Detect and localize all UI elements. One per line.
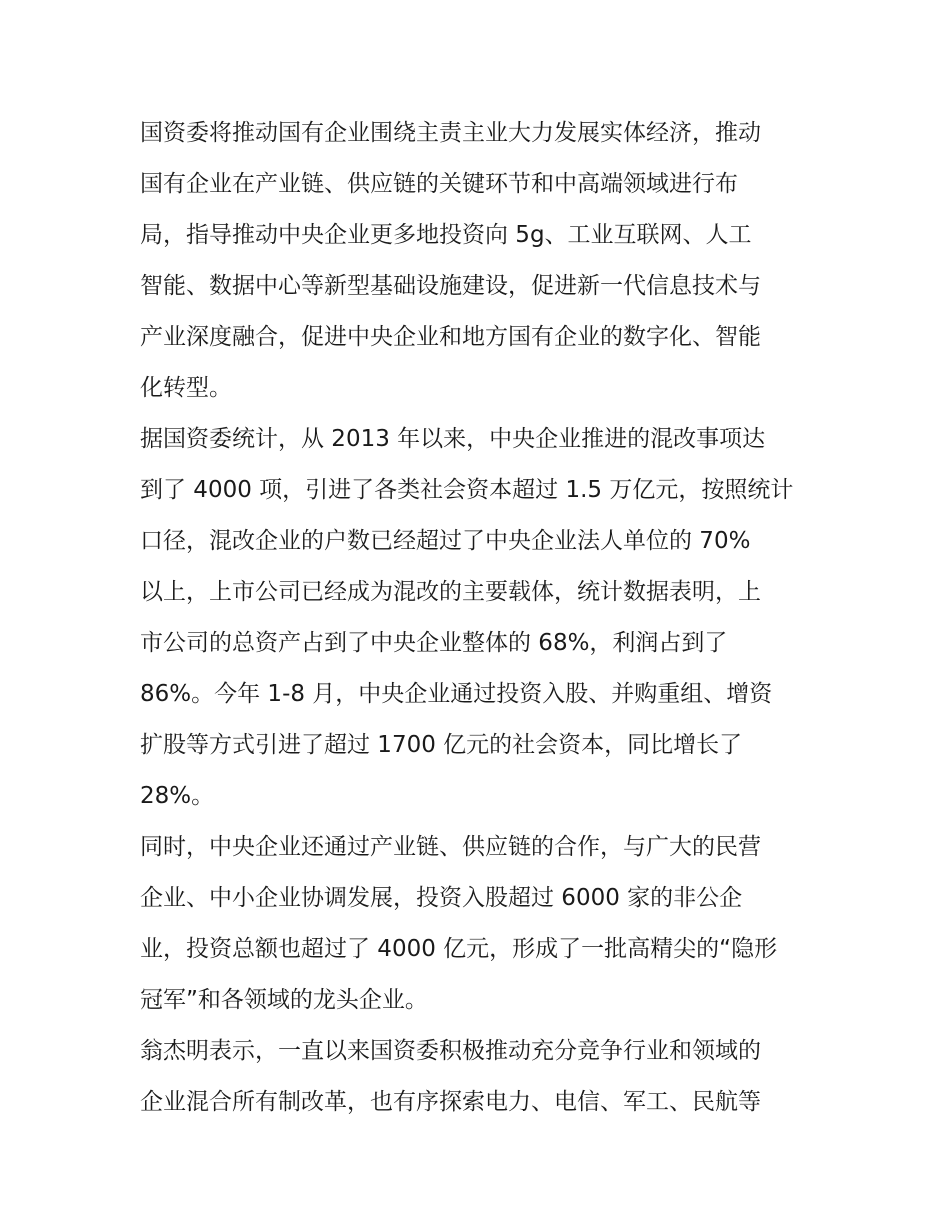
text-line: 产业深度融合，促进中央企业和地方国有企业的数字化、智能 [140, 324, 761, 350]
text-line: 28%。 [140, 783, 215, 809]
text-line: 翁杰明表示，一直以来国资委积极推动充分竞争行业和领域的 [140, 1038, 761, 1064]
text-line: 局，指导推动中央企业更多地投资向 5g、工业互联网、人工 [140, 222, 752, 248]
text-line: 口径，混改企业的户数已经超过了中央企业法人单位的 70% [140, 528, 751, 554]
text-line: 企业混合所有制改革，也有序探索电力、电信、军工、民航等 [140, 1089, 761, 1115]
document-body [140, 108, 812, 1128]
text-line: 国有企业在产业链、供应链的关键环节和中高端领域进行布 [140, 171, 738, 197]
paragraph-weng-jieming-statement [140, 1026, 812, 1128]
paragraph-private-cooperation [140, 822, 812, 1026]
text-line: 据国资委统计，从 2013 年以来，中央企业推进的混改事项达 [140, 426, 766, 452]
text-line: 市公司的总资产占到了中央企业整体的 68%，利润占到了 [140, 630, 728, 656]
text-line: 到了 4000 项，引进了各类社会资本超过 1.5 万亿元，按照统计 [140, 477, 794, 503]
text-line: 86%。今年 1-8 月，中央企业通过投资入股、并购重组、增资 [140, 681, 773, 707]
paragraph-digital-transformation [140, 108, 812, 414]
text-line: 企业、中小企业协调发展，投资入股超过 6000 家的非公企 [140, 885, 743, 911]
text-line: 化转型。 [140, 375, 232, 401]
text-line: 同时，中央企业还通过产业链、供应链的合作，与广大的民营 [140, 834, 761, 860]
text-line: 以上，上市公司已经成为混改的主要载体，统计数据表明，上 [140, 579, 761, 605]
text-line: 冠军”和各领域的龙头企业。 [140, 987, 428, 1013]
text-line: 业，投资总额也超过了 4000 亿元，形成了一批高精尖的“隐形 [140, 936, 778, 962]
paragraph-mixed-reform-statistics [140, 414, 812, 822]
text-line: 国资委将推动国有企业围绕主责主业大力发展实体经济，推动 [140, 120, 761, 146]
text-line: 智能、数据中心等新型基础设施建设，促进新一代信息技术与 [140, 273, 761, 299]
text-line: 扩股等方式引进了超过 1700 亿元的社会资本，同比增长了 [140, 732, 743, 758]
